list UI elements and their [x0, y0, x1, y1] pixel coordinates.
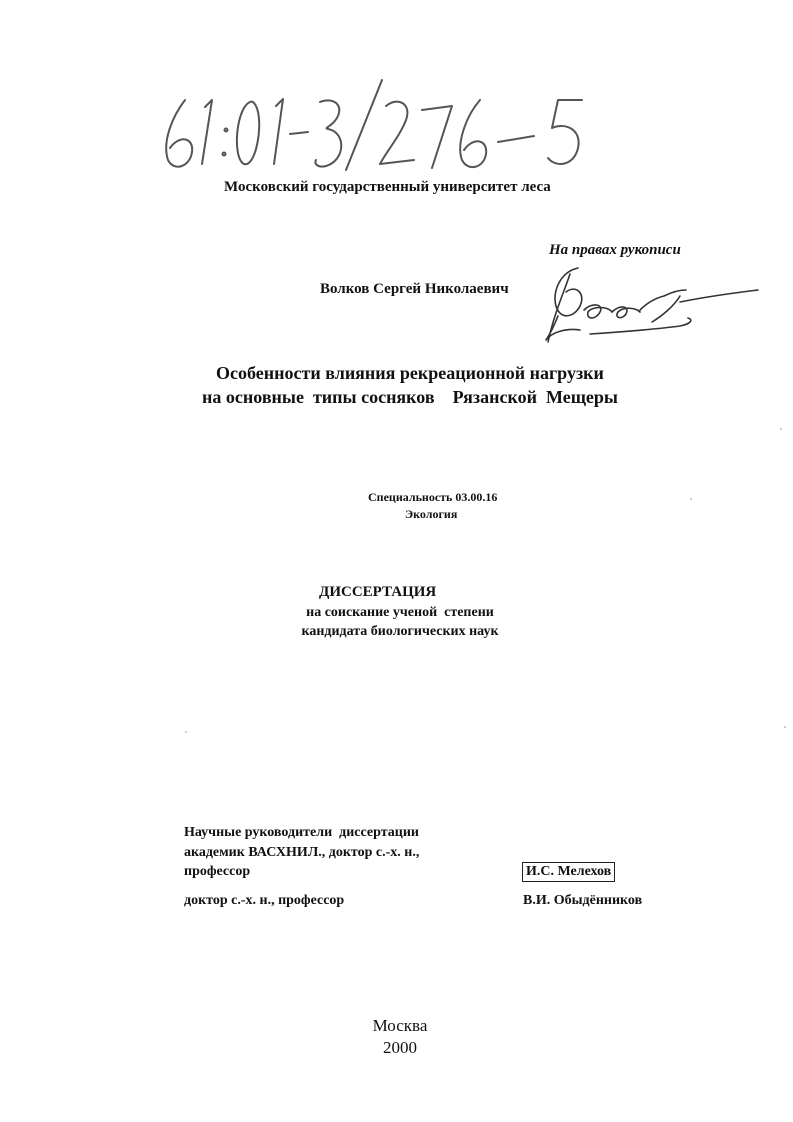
specialty-name: Экология	[405, 507, 458, 521]
handwritten-catalog-number-drawing	[150, 72, 610, 182]
first-supervisor-name: И.С. Мелехов	[522, 862, 615, 882]
author-name: Волков Сергей Николаевич	[320, 281, 509, 297]
first-supervisor-rank-line-1: академик ВАСХНИЛ., доктор с.-х. н.,	[184, 845, 420, 860]
dissertation-title	[160, 361, 660, 409]
supervisors-heading: Научные руководители диссертации	[184, 825, 419, 840]
author-signature	[530, 262, 760, 354]
scan-speck	[690, 498, 692, 500]
first-supervisor-rank-line-2: профессор	[184, 864, 251, 879]
dissertation-heading: ДИССЕРТАЦИЯ	[319, 584, 437, 600]
degree-line-1: на соискание ученой степени	[306, 605, 494, 620]
publication-city: Москва	[372, 1016, 428, 1035]
scan-speck	[780, 428, 782, 430]
author-signature-drawing	[530, 262, 760, 354]
scan-speck	[185, 731, 187, 733]
second-supervisor-name: В.И. Обыдёнников	[523, 893, 643, 908]
scan-speck	[784, 726, 786, 728]
dissertation-title-line-1: Особенности влияния рекреационной нагрузки	[216, 363, 604, 383]
degree-line-2: кандидата биологических наук	[301, 624, 499, 639]
handwritten-catalog-number	[150, 72, 610, 182]
dissertation-title-line-2: на основные типы сосняков Рязанской Мещеры	[202, 387, 618, 407]
university-name: Московский государственный университет леса	[224, 179, 551, 195]
specialty-code: Специальность 03.00.16	[368, 490, 498, 504]
publication-year: 2000	[383, 1038, 417, 1057]
manuscript-rights-note: На правах рукописи	[549, 242, 681, 258]
second-supervisor-rank: доктор с.-х. н., профессор	[184, 893, 345, 908]
